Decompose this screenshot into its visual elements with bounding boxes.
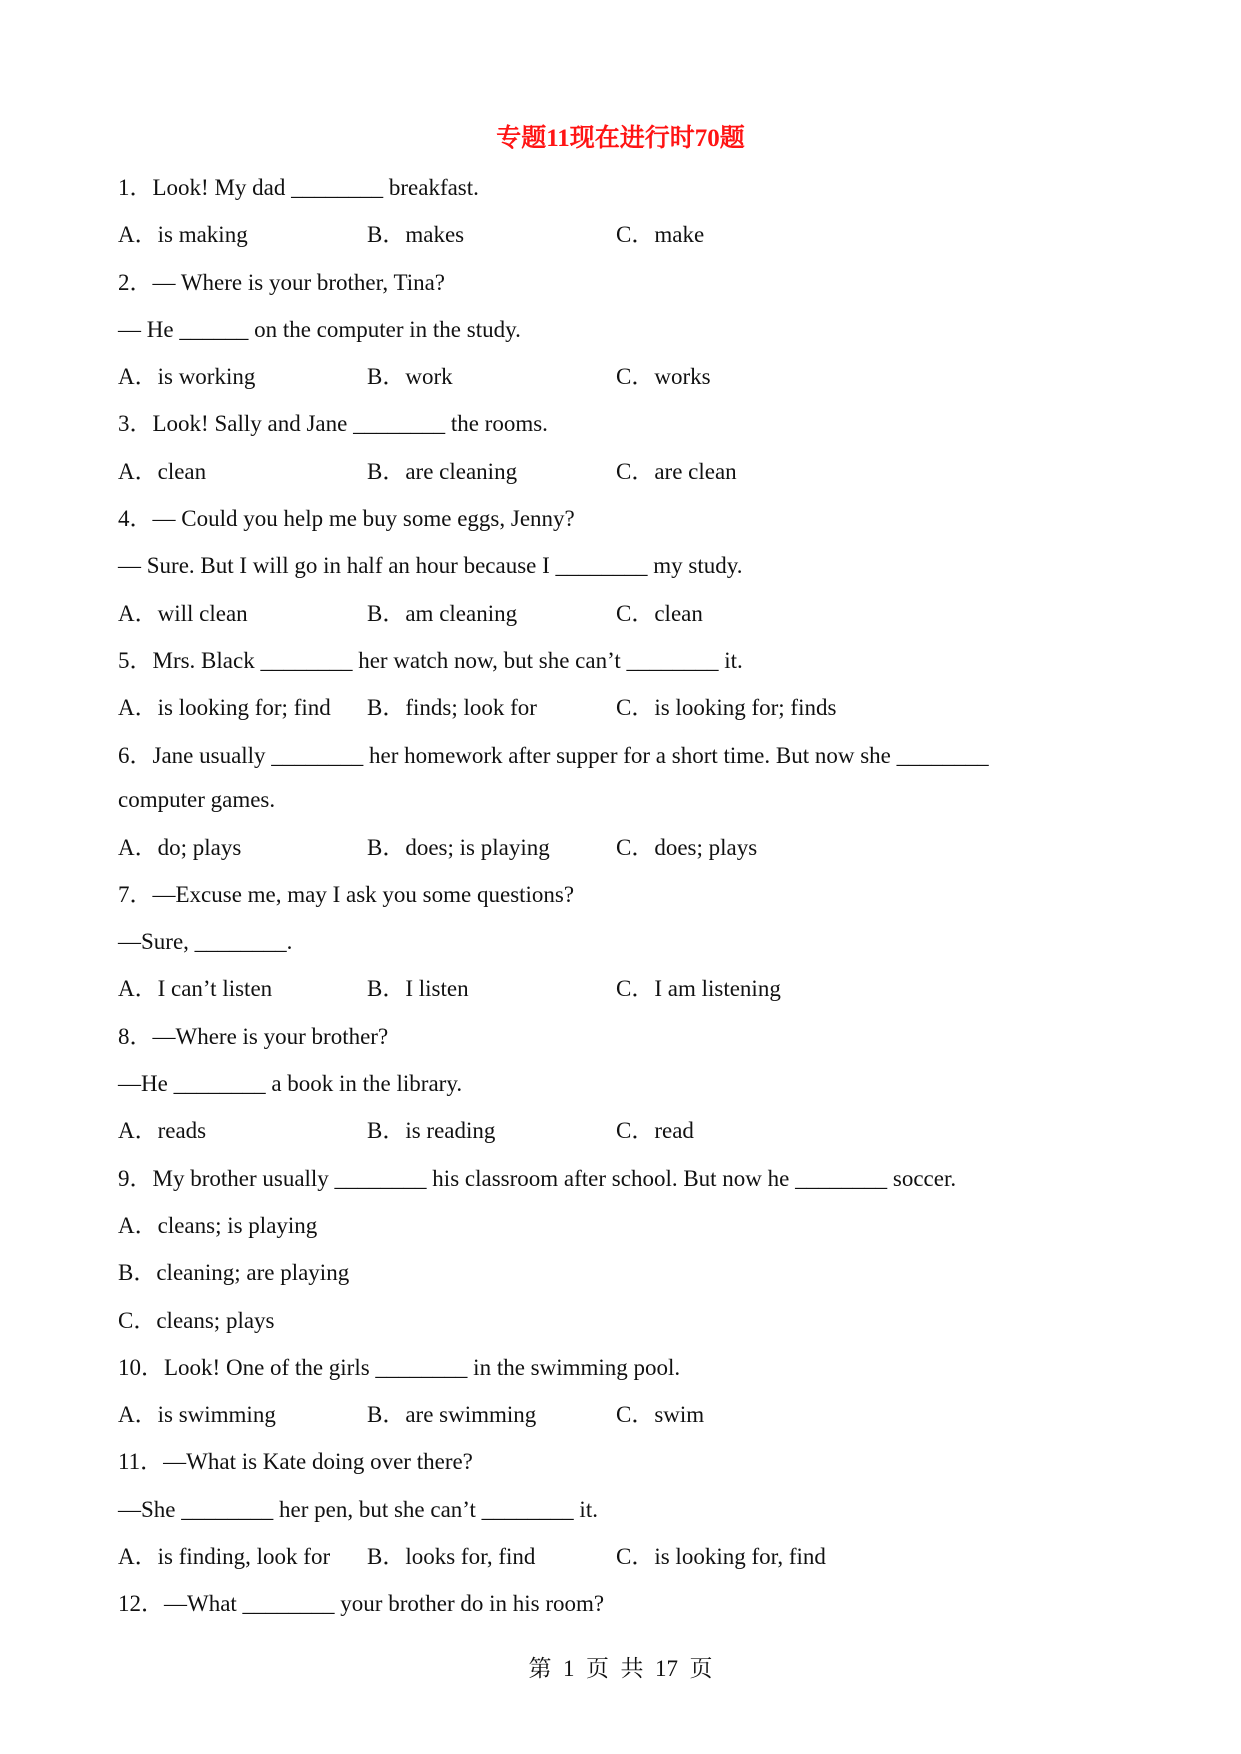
question-list bbox=[118, 164, 1128, 1628]
question-3 bbox=[118, 400, 1128, 495]
option-a: A．is looking for; find bbox=[118, 695, 331, 721]
option-b: B．is reading bbox=[367, 1118, 496, 1144]
option-a: A．is making bbox=[118, 222, 248, 248]
question-7 bbox=[118, 871, 1128, 1013]
option-a: A．reads bbox=[118, 1118, 207, 1144]
options-row bbox=[118, 448, 1128, 495]
question-stem-reply: —She ________ her pen, but she can’t ________ it. bbox=[118, 1496, 598, 1522]
question-stem: 7．—Excuse me, may I ask you some questions? bbox=[118, 881, 575, 907]
page-title: 专题11现在进行时70题 bbox=[496, 125, 745, 152]
options-row bbox=[118, 1107, 1128, 1154]
options-row bbox=[118, 965, 1128, 1012]
option-a: A．I can’t listen bbox=[118, 976, 273, 1002]
question-8 bbox=[118, 1013, 1128, 1155]
question-stem: 5．Mrs. Black ________ her watch now, but she can’t ________ it. bbox=[118, 647, 743, 673]
options-row bbox=[118, 824, 1128, 871]
option-b: B．finds; look for bbox=[367, 695, 537, 721]
options-row bbox=[118, 353, 1128, 400]
option-c: C．make bbox=[616, 222, 705, 248]
option-a: A．cleans; is playing bbox=[118, 1212, 318, 1238]
option-c: C．cleans; plays bbox=[118, 1307, 275, 1333]
question-stem-reply: — He ______ on the computer in the study. bbox=[118, 316, 521, 342]
question-4 bbox=[118, 495, 1128, 637]
option-b: B．are swimming bbox=[367, 1402, 537, 1428]
option-b: B．am cleaning bbox=[367, 600, 518, 626]
question-stem: 10．Look! One of the girls ________ in the swimming pool. bbox=[118, 1354, 681, 1380]
question-stem: 1．Look! My dad ________ breakfast. bbox=[118, 175, 479, 200]
question-stem: 12．—What ________ your brother do in his room? bbox=[118, 1591, 605, 1617]
question-stem: 6．Jane usually ________ her homework after supper for a short time. But now she ________ computer games. bbox=[118, 742, 989, 812]
question-6 bbox=[118, 732, 1128, 871]
option-c: C．swim bbox=[616, 1402, 705, 1428]
question-stem: 8．—Where is your brother? bbox=[118, 1023, 389, 1049]
option-c: C．are clean bbox=[616, 458, 737, 484]
question-stem: 9．My brother usually ________ his classroom after school. But now he ________ soccer. bbox=[118, 1165, 957, 1191]
option-b: B．are cleaning bbox=[367, 458, 518, 484]
question-12 bbox=[118, 1580, 1128, 1627]
option-b: B．looks for, find bbox=[367, 1544, 536, 1570]
page-footer: 第 1 页 共 17 页 bbox=[528, 1656, 713, 1681]
question-stem: 11．—What is Kate doing over there? bbox=[118, 1449, 473, 1475]
options-row bbox=[118, 1533, 1128, 1580]
option-a: A．will clean bbox=[118, 600, 248, 626]
option-c: C．read bbox=[616, 1118, 694, 1144]
options-row bbox=[118, 211, 1128, 258]
option-b: B．work bbox=[367, 364, 453, 390]
option-a: A．clean bbox=[118, 458, 207, 484]
options-row bbox=[118, 590, 1128, 637]
option-c: C．does; plays bbox=[616, 834, 758, 860]
question-2 bbox=[118, 259, 1128, 401]
option-a: A．is finding, look for bbox=[118, 1544, 331, 1570]
question-1 bbox=[118, 164, 1128, 259]
options-row bbox=[118, 684, 1128, 731]
question-9 bbox=[118, 1155, 1128, 1344]
options-row bbox=[118, 1391, 1128, 1438]
option-c: C．works bbox=[616, 364, 711, 390]
option-b: B．cleaning; are playing bbox=[118, 1260, 350, 1286]
question-stem-reply: —Sure, ________. bbox=[118, 929, 293, 955]
option-b: B．makes bbox=[367, 222, 465, 248]
option-b: B．does; is playing bbox=[367, 834, 550, 860]
question-stem: 4．— Could you help me buy some eggs, Jenny? bbox=[118, 506, 575, 532]
question-stem-reply: — Sure. But I will go in half an hour because I ________ my study. bbox=[118, 553, 743, 579]
option-c: C．is looking for, find bbox=[616, 1544, 826, 1570]
question-stem: 3．Look! Sally and Jane ________ the rooms. bbox=[118, 411, 548, 437]
question-10 bbox=[118, 1344, 1128, 1439]
question-11 bbox=[118, 1438, 1128, 1580]
option-a: A．do; plays bbox=[118, 834, 242, 860]
question-stem: 2．— Where is your brother, Tina? bbox=[118, 269, 445, 295]
option-c: C．clean bbox=[616, 600, 703, 626]
option-c: C．is looking for; finds bbox=[616, 695, 837, 721]
option-a: A．is swimming bbox=[118, 1402, 276, 1428]
option-c: C．I am listening bbox=[616, 976, 781, 1002]
option-a: A．is working bbox=[118, 364, 256, 390]
question-5 bbox=[118, 637, 1128, 732]
option-b: B．I listen bbox=[367, 976, 469, 1002]
question-stem-reply: —He ________ a book in the library. bbox=[118, 1071, 463, 1097]
